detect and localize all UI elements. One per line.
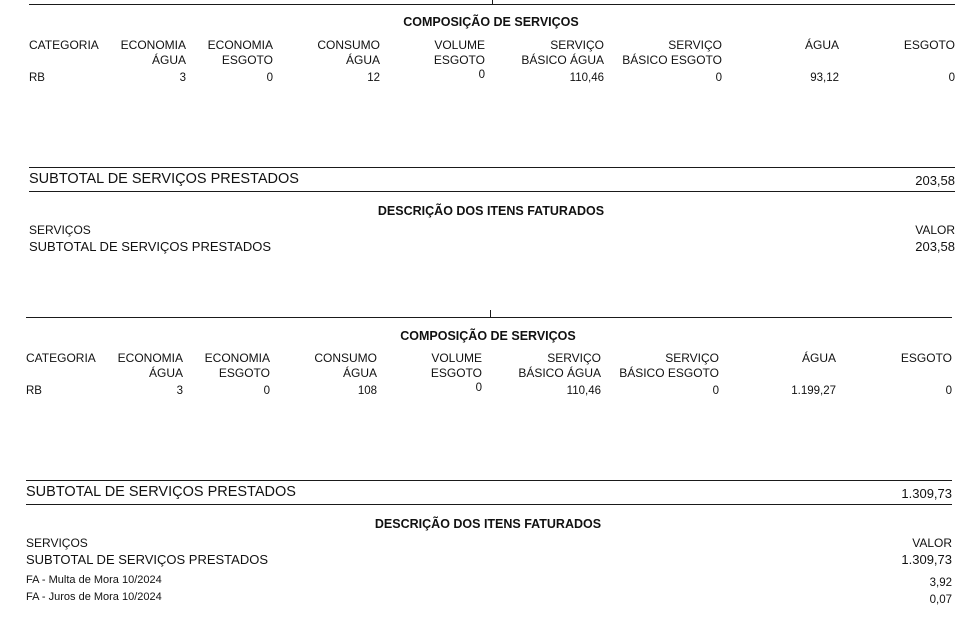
header-servico-basico-agua: SERVIÇO BÁSICO ÁGUA <box>518 351 601 380</box>
header-categoria: CATEGORIA <box>26 351 96 365</box>
items-header-valor: VALOR <box>915 223 955 237</box>
header-agua: ÁGUA <box>801 351 836 365</box>
cell-economia-agua: 3 <box>179 72 186 84</box>
header-economia-agua: ECONOMIA ÁGUA <box>120 38 186 67</box>
cell-volume-esgoto: 0 <box>478 69 485 81</box>
header-economia-agua: ECONOMIA ÁGUA <box>117 351 183 380</box>
item-label: FA - Juros de Mora 10/2024 <box>26 591 162 603</box>
header-economia-esgoto: ECONOMIA ESGOTO <box>204 351 270 380</box>
header-agua: ÁGUA <box>804 38 839 52</box>
cell-servico-basico-esgoto: 0 <box>712 385 719 397</box>
header-servico-basico-esgoto: SERVIÇO BÁSICO ESGOTO <box>622 38 722 67</box>
cell-agua: 93,12 <box>810 72 839 84</box>
subtotal-value: 1.309,73 <box>901 486 952 501</box>
header-volume-esgoto: VOLUME ESGOTO <box>430 351 482 380</box>
cell-consumo-agua: 12 <box>367 72 380 84</box>
section-divider <box>26 317 952 318</box>
cell-consumo-agua: 108 <box>357 385 377 397</box>
cell-categoria: RB <box>29 72 45 84</box>
subtotal-bottom-line <box>26 504 952 505</box>
header-servico-basico-esgoto: SERVIÇO BÁSICO ESGOTO <box>619 351 719 380</box>
cell-servico-basico-esgoto: 0 <box>715 72 722 84</box>
item-value: 1.309,73 <box>901 552 952 567</box>
cell-esgoto: 0 <box>948 72 955 84</box>
items-header-servicos: SERVIÇOS <box>26 536 88 550</box>
item-value: 3,92 <box>929 577 952 589</box>
cell-servico-basico-agua: 110,46 <box>569 72 604 84</box>
header-volume-esgoto: VOLUME ESGOTO <box>433 38 485 67</box>
cell-economia-esgoto: 0 <box>266 72 273 84</box>
composition-title: COMPOSIÇÃO DE SERVIÇOS <box>403 15 579 29</box>
cell-economia-agua: 3 <box>176 385 183 397</box>
items-header-servicos: SERVIÇOS <box>29 223 91 237</box>
header-esgoto: ESGOTO <box>900 351 952 365</box>
item-label: FA - Multa de Mora 10/2024 <box>26 574 162 586</box>
item-label: SUBTOTAL DE SERVIÇOS PRESTADOS <box>29 239 272 254</box>
header-consumo-agua: CONSUMO ÁGUA <box>314 351 377 380</box>
subtotal-value: 203,58 <box>915 173 955 188</box>
subtotal-label: SUBTOTAL DE SERVIÇOS PRESTADOS <box>26 484 296 500</box>
subtotal-top-line <box>26 480 952 481</box>
cell-esgoto: 0 <box>945 385 952 397</box>
cell-servico-basico-agua: 110,46 <box>566 385 601 397</box>
subtotal-bottom-line <box>29 191 955 192</box>
cell-agua: 1.199,27 <box>791 385 836 397</box>
items-title: DESCRIÇÃO DOS ITENS FATURADOS <box>377 204 605 218</box>
cell-volume-esgoto: 0 <box>475 382 482 394</box>
section-divider <box>29 4 955 5</box>
items-title: DESCRIÇÃO DOS ITENS FATURADOS <box>374 517 602 531</box>
composition-title: COMPOSIÇÃO DE SERVIÇOS <box>400 329 576 343</box>
divider-tick <box>490 310 491 317</box>
item-value: 203,58 <box>915 239 955 254</box>
subtotal-top-line <box>29 167 955 168</box>
item-label: SUBTOTAL DE SERVIÇOS PRESTADOS <box>26 552 269 567</box>
header-esgoto: ESGOTO <box>903 38 955 52</box>
header-consumo-agua: CONSUMO ÁGUA <box>317 38 380 67</box>
item-value: 0,07 <box>929 594 952 606</box>
header-economia-esgoto: ECONOMIA ESGOTO <box>207 38 273 67</box>
header-categoria: CATEGORIA <box>29 38 99 52</box>
header-servico-basico-agua: SERVIÇO BÁSICO ÁGUA <box>521 38 604 67</box>
cell-categoria: RB <box>26 385 42 397</box>
cell-economia-esgoto: 0 <box>263 385 270 397</box>
items-header-valor: VALOR <box>912 536 952 550</box>
subtotal-label: SUBTOTAL DE SERVIÇOS PRESTADOS <box>29 171 299 187</box>
